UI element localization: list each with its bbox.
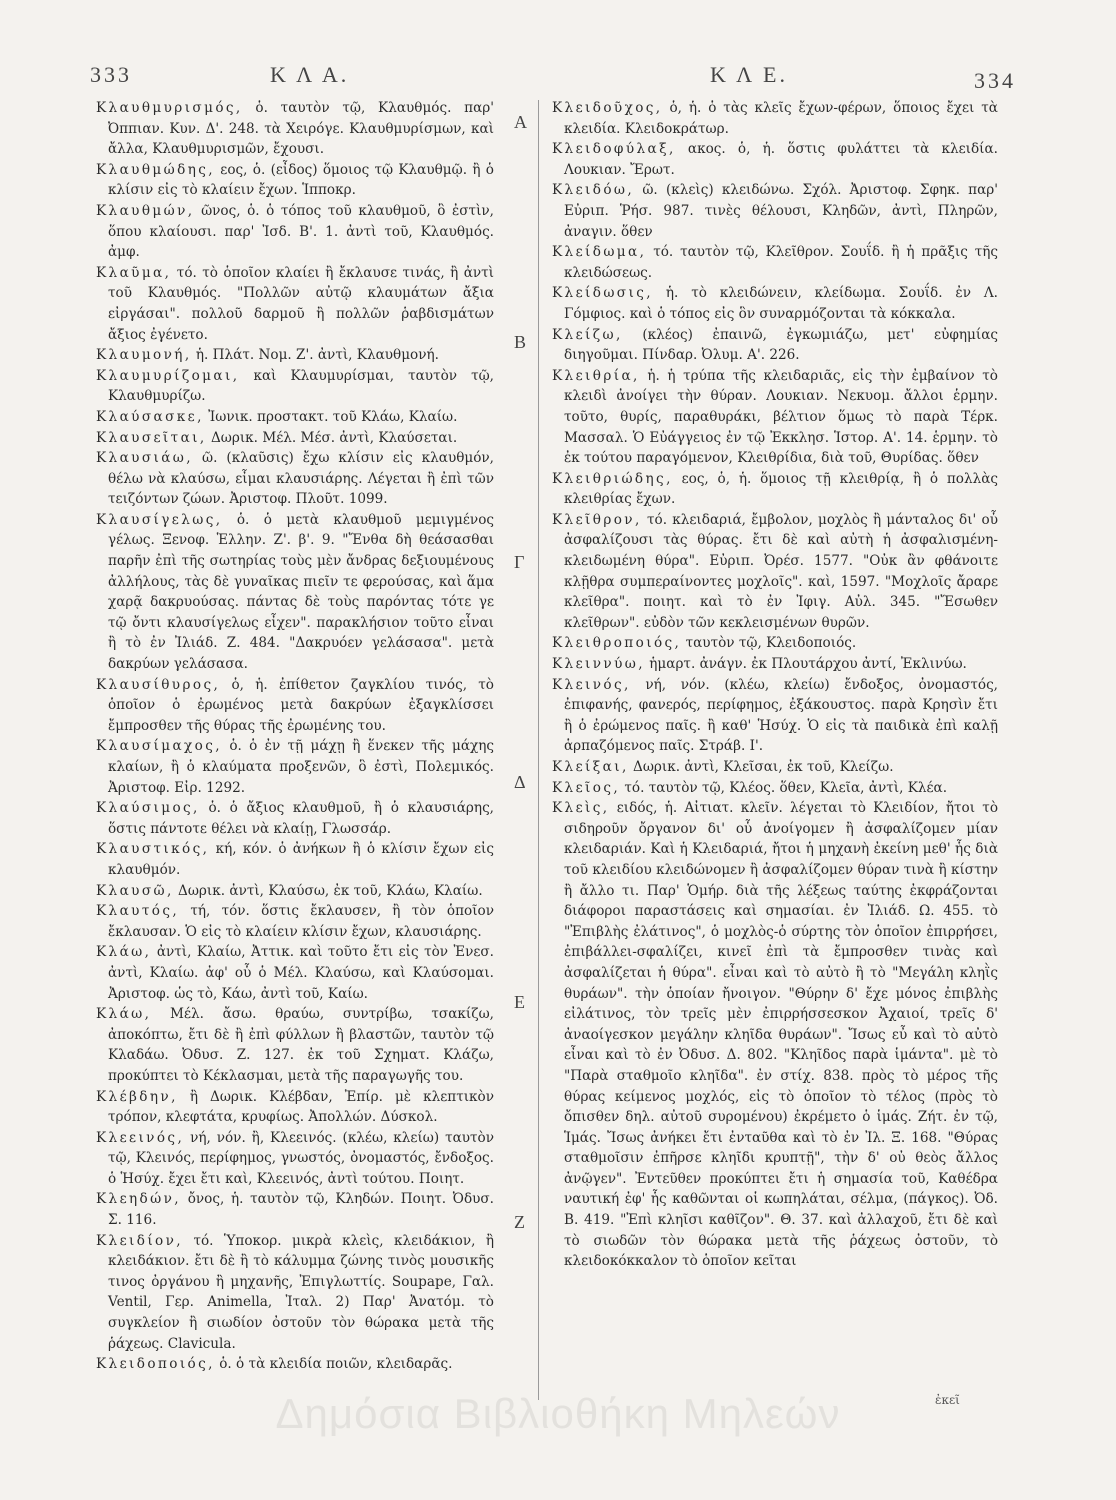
dictionary-entry — [552, 98, 998, 139]
entry-definition: τό. ταυτὸν τῷ, Κλεῖθρον. Σουΐδ. ἢ ἡ πρᾶξις τῆς κλειδώσεως. — [564, 244, 998, 281]
entry-definition: νή, νόν. ἢ, Κλεεινός. (κλέω, κλείω) ταυτὸν τῷ, Κλεινός, περίφημος, γνωστός, ὀνομαστός, ἔνδοξος. ὁ Ἡσύχ. ἔχει ἔτι καὶ, Κλεεινός, ἀντὶ τούτου. Ποιητ. — [108, 1129, 494, 1187]
entry-headword: Κλειδοποιός, — [96, 1356, 215, 1373]
entry-definition: ἢ Δωρικ. Κλέβδαν, Ἐπίρ. μὲ κλεπτικὸν τρόπον, κλεφτάτα, κρυφίως. Ἀπολλών. Δύσκολ. — [108, 1088, 494, 1126]
entry-headword: Κλαυσίθυρος, — [96, 676, 221, 693]
entry-definition: ῶ. (κλαῦσις) ἔχω κλίσιν εἰς κλαυθμόν, θέλω νὰ κλαύσω, εἶμαι κλαυσιάρης. Λέγεται ἢ ἐπὶ τῶν τειζόντων ζώων. Ἀριστοφ. Πλοῦτ. 1099. — [108, 450, 494, 508]
dictionary-entry — [552, 469, 998, 510]
entry-headword: Κλείζω, — [552, 326, 623, 343]
entry-headword: Κλειθριώδης, — [552, 470, 673, 487]
entry-headword: Κλαυτός, — [96, 903, 180, 920]
entry-headword: Κλαυμυρίζομαι, — [96, 367, 240, 384]
dictionary-entry — [552, 242, 998, 283]
entry-definition: ἡ. ἡ τρύπα τῆς κλειδαριᾶς, εἰς τὴν ἐμβαίνον τὸ κλειδὶ ἀνοίγει τὴν θύραν. Λουκιαν. Νεκυομ. ἄλλοι ἑρμην. τοῦτο, θυρίς, παραθυράκι, βέλτιον ὅμως τὸ παρὰ Τέρκ. Μασσαλ. Ὁ Εὐάγγειος ἐν τῷ Ἐκκλησ. Ἱστορ. Α'. 14. ἑρμην. τὸ ἐκ τούτου παραγόμενον, Κλειθρίδια, διὰ τοῦ, Θυρίδας. ὅθεν — [564, 367, 998, 467]
dictionary-entry — [96, 839, 494, 880]
entry-headword: Κλαυστικός, — [96, 841, 210, 858]
entry-definition: ταυτὸν τῷ, Κλειδοποιός. — [685, 635, 857, 652]
dictionary-entry — [96, 407, 494, 428]
library-watermark: Δημόσια Βιβλιοθήκη Μηλεών — [275, 1390, 841, 1437]
entry-headword: Κλαυθμών, — [96, 202, 195, 219]
dictionary-entry — [96, 881, 494, 902]
dictionary-entry — [96, 1354, 494, 1375]
entry-definition: τή, τόν. ὅστις ἔκλαυσεν, ἢ τὸν ὁποῖον ἔκλαυσαν. Ὁ εἰς τὸ κλαίειν κλίσιν ἔχων, κλαυσιάρης. — [108, 903, 494, 940]
entry-definition: Δωρικ. Μέλ. Μέσ. ἀντὶ, Κλαύσεται. — [210, 429, 458, 446]
entry-headword: Κλεεινός, — [96, 1129, 185, 1146]
entry-definition: Μέλ. ἄσω. θραύω, συντρίβω, τσακίζω, ἀποκόπτω, ἔτι δὲ ἢ ἐπὶ φύλλων ἢ βλαστῶν, ταυτὸν τῷ Κλαδάω. Ὀδυσ. Ζ. 127. ἐκ τοῦ Σχηματ. Κλάζω, προκύπτει τὸ Κέκλασμαι, μετὰ τῆς παραγωγῆς του. — [108, 1006, 494, 1084]
dictionary-entry — [96, 448, 494, 510]
entry-definition: ὁ. ὁ ἐν τῇ μάχῃ ἢ ἕνεκεν τῆς μάχης κλαίων, ἢ ὁ κλαύματα προξενῶν, ὃ ἐστὶ, Πολεμικός. Ἀριστοφ. Εἰρ. 1292. — [108, 738, 494, 796]
entry-headword: Κλεινός, — [552, 676, 631, 693]
entry-definition: ὁ. ὁ μετὰ κλαυθμοῦ μεμιγμένος γέλως. Ξενοφ. Ἑλλην. Ζ'. β'. 9. "Ἔνθα δὴ θεάσασθαι παρῆν ἐπὶ τῆς σωτηρίας τοὺς μὲν ἄνδρας δεξιουμένους ἀλλήλους, τὰς δὲ γυναῖκας πιεῖν τε φερούσας, καὶ ἅμα χαρᾷ δακρυούσας. πάντας δὲ τοὺς παρόντας τότε γε τῷ ὄντι κλαυσίγελως εἶχεν". παρακλήσιον τοῦτο εἶναι ἢ τὸ ἐν Ἰλιάδ. Ζ. 484. "Δακρυόεν γελάσασα". μετὰ δακρύων γελάσασα. — [108, 511, 494, 673]
entry-headword: Κλειννύω, — [552, 656, 645, 673]
margin-letter: Β — [514, 332, 527, 352]
margin-letter: Γ — [514, 552, 525, 572]
entry-definition: νή, νόν. (κλέω, κλείω) ἔνδοξος, ὀνομαστός, ἐπιφανής, φανερός, περίφημος, ἐξάκουστος. παρὰ Κρησὶν ἔτι ἢ ὁ ἐρώμενος παῖς. ἢ καθ' Ἡσύχ. Ὁ εἰς τὰ παιδικὰ ἐπὶ καλῇ ἁρπαζόμενος παῖς. Στράβ. Ι'. — [564, 676, 998, 755]
column-divider — [538, 100, 539, 1400]
dictionary-entry — [96, 1189, 494, 1230]
entry-headword: Κλειδίον, — [96, 1232, 184, 1249]
entry-headword: Κλείδωσις, — [552, 285, 653, 302]
entry-definition: ῶνος, ὁ. ὁ τόπος τοῦ κλαυθμοῦ, ὃ ἐστὶν, ὅπου κλαίουσι. παρ' Ἰσδ. Β'. 1. ἀντὶ τοῦ, Κλαυθμός. ἀμφ. — [108, 202, 494, 261]
entry-headword: Κλαῦμα, — [96, 264, 172, 281]
catchword: ἐκεῖ — [935, 1393, 960, 1407]
entry-definition: τό. τὸ ὁποῖον κλαίει ἢ ἔκλαυσε τινάς, ἢ ἀντὶ τοῦ Κλαυθμός. "Πολλῶν αὐτῷ κλαυμάτων ἄξια εἰργάσαι". πολλοῦ δαρμοῦ ἢ πολλῶν ῥαβδισμάτων ἄξιος ἐγένετο. — [108, 264, 494, 343]
dictionary-entry — [96, 901, 494, 942]
entry-definition: ὁ. ὁ τὰ κλειδία ποιῶν, κλειδαρᾶς. — [219, 1356, 453, 1373]
dictionary-entry — [96, 98, 494, 160]
margin-letter: Ζ — [514, 1212, 525, 1232]
dictionary-entry — [96, 736, 494, 798]
entry-definition: ὄνος, ἡ. ταυτὸν τῷ, Κληδών. Ποιητ. Ὀδυσ. Σ. 116. — [108, 1191, 494, 1229]
margin-letter: Ε — [514, 992, 525, 1012]
entry-headword: Κλεῖος, — [552, 779, 621, 796]
entry-definition: Δωρικ. ἀντὶ, Κλεῖσαι, ἐκ τοῦ, Κλείζω. — [633, 759, 894, 775]
dictionary-entry — [552, 654, 998, 675]
dictionary-entry — [96, 1231, 494, 1355]
entry-definition: ὁ, ἡ. ἐπίθετον ζαγκλίου τινός, τὸ ὁποῖον ὁ ἐρωμένος μετὰ δακρύων ἐξαγκλίσσει ἔμπροσθεν τῆς θύρας τῆς ἐρωμένης του. — [108, 676, 494, 734]
entry-definition: τό. Ὑποκορ. μικρὰ κλεὶς, κλειδάκιον, ἢ κλειδάκιον. ἔτι δὲ ἢ τὸ κάλυμμα ζώνης τινὸς μουσικῆς τινος ὀργάνου ἢ μηχανῆς, Ἐπιγλωττίς. Soupape, Γαλ. Ventil, Γερ. Animella, Ἰταλ. 2) Παρ' Ἀνατόμ. τὸ συγκλείον ἢ σιωδίον ὀστοῦν τὸν θώρακα μετὰ τῆς ῥάχεως. Clavicula. — [108, 1232, 494, 1352]
entry-headword: Κλάω, — [96, 1006, 152, 1023]
entry-definition: κή, κόν. ὁ ἀνήκων ἢ ὁ κλίσιν ἔχων εἰς κλαυθμόν. — [108, 841, 494, 878]
dictionary-entry — [96, 160, 494, 201]
running-header — [90, 62, 1016, 102]
entry-definition: Δωρικ. ἀντὶ, Κλαύσω, ἐκ τοῦ, Κλάω, Κλαίω. — [178, 882, 483, 899]
entry-headword: Κλειδόω, — [552, 182, 635, 199]
entry-headword: Κλαυμονή, — [96, 347, 192, 364]
entry-definition: ἡμαρτ. ἀνάγν. ἐκ Πλουτάρχου ἀντί, Ἐκλινύω. — [649, 656, 967, 673]
dictionary-entry — [552, 180, 998, 242]
entry-headword: Κλεῖθρον, — [552, 511, 642, 528]
dictionary-entry — [552, 139, 998, 180]
entry-definition: ὁ. ταυτὸν τῷ, Κλαυθμός. παρ' Ὀππιαν. Κυν. Δ'. 248. τὰ Χειρόγε. Κλαυθμυρίσμων, καὶ ἄλλα, Κλαυθμυρισμῶν, ἔχουσι. — [108, 100, 494, 158]
entry-definition: (κλέος) ἐπαινῶ, ἐγκωμιάζω, μετ' εὐφημίας διηγοῦμαι. Πίνδαρ. Ὀλυμ. Α'. 226. — [564, 326, 998, 364]
entry-headword: Κλείδωμα, — [552, 244, 647, 261]
entry-definition: ἀντὶ, Κλαίω, Ἀττικ. καὶ τοῦτο ἔτι εἰς τὸν Ἐνεσ. ἀντὶ, Κλαίω. ἀφ' οὗ ὁ Μέλ. Κλαύσω, καὶ Κλαύσομαι. Ἀριστοφ. ὡς τὸ, Κάω, ἀντὶ τοῦ, Καίω. — [108, 944, 494, 1002]
entry-headword: Κλειδοφύλαξ, — [552, 141, 676, 158]
entry-headword: Κλαύσιμος, — [96, 800, 200, 817]
entry-definition: εος, ὁ. (εἶδος) ὅμοιος τῷ Κλαυθμῷ. ἢ ὁ κλίσιν εἰς τὸ κλαίειν ἔχων. Ἱπποκρ. — [108, 161, 494, 199]
right-column — [552, 98, 998, 1388]
dictionary-entry — [96, 510, 494, 675]
running-head-left: Κ Λ Α. — [270, 62, 350, 87]
dictionary-entry — [552, 675, 998, 757]
entry-definition: ἡ. Πλάτ. Νομ. Ζ'. ἀντὶ, Κλαυθμονή. — [195, 347, 439, 364]
dictionary-entry — [96, 345, 494, 366]
dictionary-entry — [96, 428, 494, 449]
entry-headword: Κλάω, — [96, 944, 152, 961]
page-number-left: 333 — [90, 62, 132, 87]
entry-headword: Κλαυθμυρισμός, — [96, 100, 243, 116]
dictionary-entry — [96, 201, 494, 263]
entry-headword: Κλειθροποιός, — [552, 635, 682, 652]
dictionary-entry — [552, 633, 998, 654]
entry-definition: τό. ταυτὸν τῷ, Κλέος. ὅθεν, Κλεῖα, ἀντὶ, Κλέα. — [624, 779, 948, 796]
dictionary-entry — [96, 1087, 494, 1128]
entry-definition: Ἰωνικ. προστακτ. τοῦ Κλάω, Κλαίω. — [208, 408, 458, 425]
entry-headword: Κλαύσασκε, — [96, 408, 204, 425]
dictionary-entry — [96, 263, 494, 345]
entry-headword: Κλεηδών, — [96, 1191, 182, 1208]
page-number-right: 334 — [974, 68, 1016, 93]
dictionary-entry — [552, 325, 998, 366]
entry-headword: Κλαυσεῖται, — [96, 429, 207, 446]
entry-definition: τό. κλειδαριά, ἔμβολον, μοχλὸς ἢ μάνταλος δι' οὗ ἀσφαλίζουσι τὰς θύρας. ἔτι δὲ καὶ αὐτὴ ἡ ἀσφαλισμένη-κλειδωμένη θύρα". Εὐριπ. Ὀρέσ. 1577. "Οὐκ ἂν φθάνοιτε κλῇθρα συμπεραίνοντες μοχλοῖς". καὶ, 1597. "Μοχλοῖς ἄραρε κλεῖθρα". ποιητ. καὶ τὸ ἐν Ἰφιγ. Αὐλ. 345. "Ἔσωθεν κλεῖθρων". εὐδὸν τῶν κεκλεισμένων θυρῶν. — [564, 511, 998, 631]
entry-headword: Κλείξαι, — [552, 759, 629, 775]
entry-headword: Κλαυσιάω, — [96, 450, 194, 467]
dictionary-entry — [96, 1004, 494, 1086]
entry-definition: ἡ. τὸ κλειδώνειν, κλείδωμα. Σουΐδ. ἐν Λ. Γόμφιος. καὶ ὁ τόπος εἰς ὃν συναρμόζονται τὰ κόκκαλα. — [564, 285, 998, 322]
entry-headword: Κλειθρία, — [552, 367, 640, 384]
dictionary-entry — [552, 778, 998, 799]
left-column — [96, 98, 494, 1388]
dictionary-entry — [552, 510, 998, 634]
margin-letter: Δ — [514, 772, 526, 792]
entry-definition: ὁ, ἡ. ὁ τὰς κλεῖς ἔχων-φέρων, ὅποιος ἔχει τὰ κλειδία. Κλειδοκράτωρ. — [564, 100, 998, 137]
entry-definition: καὶ Κλαυμυρίσμαι, ταυτὸν τῷ, Κλαυθμυρίζω. — [108, 367, 494, 405]
margin-section-letters — [510, 100, 538, 1400]
entry-headword: Κλαυσῶ, — [96, 882, 174, 899]
dictionary-entry — [96, 675, 494, 737]
entry-definition: ακος. ὁ, ἡ. ὅστις φυλάττει τὰ κλειδία. Λουκιαν. Ἔρωτ. — [564, 141, 998, 178]
dictionary-entry — [552, 757, 998, 778]
dictionary-entry — [552, 366, 998, 469]
entry-definition: ειδός, ἡ. Αἰτιατ. κλεῖν. λέγεται τὸ Κλειδίον, ἤτοι τὸ σιδηροῦν ὄργανον δι' οὗ ἀνοίγομεν ἢ ἀσφαλίζομεν μίαν κλειδαριάν. Καὶ ἡ Κλειδαριά, ἤτοι ἡ μηχανὴ ἐκείνη μεθ' ἧς διὰ τοῦ κλειδίου κλειδώνομεν ἢ ἀσφαλίζομεν θύραν τινὰ ἢ κίστην ἢ ἄλλο τι. Παρ' Ὁμήρ. διὰ τῆς λέξεως ταύτης ἐκφράζονται διάφοροι παραστάσεις καὶ σημασίαι. ἐν Ἰλιάδ. Ω. 455. τὸ "Ἐπιβλὴς ἐλάτινος", ὁ μοχλὸς-ὁ σύρτης τὸν ὁποῖον ἐπιρρήσει, ἐπιβάλλει-σφαλίζει, κινεῖ ἐπὶ τὰ ἔμπροσθεν τινὰς καὶ ἀσφαλίζεται ἡ θύρα". εἶναι καὶ τὸ αὐτὸ ἢ τὸ "Μεγάλη κληῒς θυράων". τὴν ὁποίαν ἤνοιγον. "Θύρην δ' ἔχε μόνος ἐπιβλὴς εἰλάτινος, τὸν τρεῖς μὲν ἐπιρρήσσεσκον Ἀχαιοί, τρεῖς δ' ἀναοίγεσκον μεγάλην κληῖδα θυράων". Ἴσως εὖ καὶ τὸ αὐτὸ εἶναι καὶ τὸ ἐν Ὀδυσ. Δ. 802. "Κληῖδος παρὰ ἱμάντα". μὲ τὸ "Παρὰ σταθμοῖο κληῖδα". ἐν στίχ. 838. πρὸς τὸ μέρος τῆς θύρας κείμενος μοχλός, εἰς τὸ ὁποῖον τὸ τέλος (πρὸς τὸ ὄπισθεν δηλ. αὐτοῦ συρομένου) ἐκρέμετο ὁ ἱμάς. Ζήτ. ἐν τῷ, Ἱμάς. Ἴσως ἀνήκει ἔτι ἐνταῦθα καὶ τὸ ἐν Ἰλ. Ξ. 168. "Θύρας σταθμοῖσιν ἐπῆρσε κληῖδι κρυπτῇ", τὴν δ' οὐ θεὸς ἄλλος ἀνῷγεν". Ἐντεῦθεν προκύπτει ἔτι ἡ σημασία τοῦ, Καθέδρα ναυτική ἐφ' ἧς καθῶνται οἱ κωπηλάται, σέλμα, (πάγκος). Ὀδ. Β. 419. "Ἐπὶ κληῖσι καθῖζον". Θ. 37. καὶ ἀλλαχοῦ, ἔτι δὲ καὶ τὸ σιωδῶν τὸν θώρακα μετὰ τῆς ῥάχεως ὀστοῦν, τὸ κλειδοκόκκαλον τὸ ὁποῖον κεῖται — [564, 800, 998, 1270]
dictionary-entry — [552, 283, 998, 324]
margin-letter: Α — [514, 112, 527, 132]
dictionary-entry — [96, 798, 494, 839]
entry-definition: ῶ. (κλεὶς) κλειδώνω. Σχόλ. Ἀριστοφ. Σφηκ. παρ' Εὐριπ. Ῥήσ. 987. τινὲς θέλουσι, Κληδῶν, ἀντὶ, Πληρῶν, ἀναγιν. ὅθεν — [564, 182, 998, 240]
dictionary-entry — [96, 942, 494, 1004]
dictionary-entry — [96, 1128, 494, 1190]
running-head-right: Κ Λ Ε. — [710, 62, 788, 87]
entry-headword: Κλαυσίγελως, — [96, 511, 223, 528]
entry-definition: εος, ὁ, ἡ. ὅμοιος τῇ κλειθρίᾳ, ἢ ὁ πολλὰς κλειθρίας ἔχων. — [564, 470, 998, 508]
entry-headword: Κλειδοῦχος, — [552, 100, 663, 116]
dictionary-entry — [96, 366, 494, 407]
entry-headword: Κλαυσίμαχος, — [96, 738, 222, 755]
dictionary-entry — [552, 798, 998, 1272]
entry-definition: ὁ. ὁ ἄξιος κλαυθμοῦ, ἢ ὁ κλαυσιάρης, ὅστις πάντοτε θέλει νὰ κλαίῃ, Γλωσσάρ. — [108, 800, 494, 837]
entry-headword: Κλεὶς, — [552, 800, 610, 817]
entry-headword: Κλαυθμώδης, — [96, 161, 215, 178]
entry-headword: Κλέβδην, — [96, 1088, 178, 1105]
